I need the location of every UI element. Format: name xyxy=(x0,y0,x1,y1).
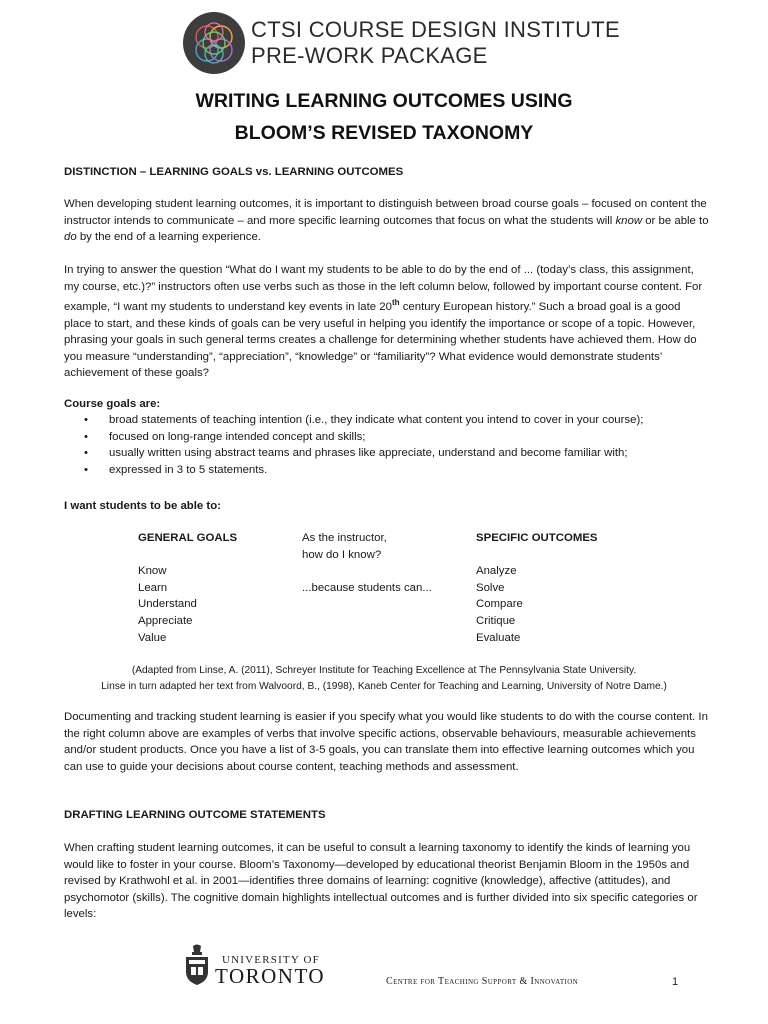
header-line-2: PRE-WORK PACKAGE xyxy=(251,43,488,68)
paragraph-2 xyxy=(64,262,710,382)
page-header xyxy=(183,10,620,76)
specific-outcome: Compare xyxy=(476,598,523,611)
paragraph-1 xyxy=(64,196,710,246)
caption-line-2: Linse in turn adapted her text from Walvoord, B., (1998), Kaneb Center for Teaching and Learning, University of Notre Dame.) xyxy=(101,681,667,692)
p1-part-b: or be able to xyxy=(642,214,709,227)
general-goals-column xyxy=(138,530,288,646)
list-item: • expressed in 3 to 5 statements. xyxy=(84,462,724,479)
p2-part-b: century European history.” Such a broad goal is a good place to start, and these kinds of goals can be very useful in helping you identify the importance or scope of a topic. However, phrasing your goals in such general terms creates a challenge for determining whether students have achieved them. How do you measure “understanding”, “appreciation”, “knowledge” or “familiarity”? What evidence would demonstrate students’ achievement of these goals? xyxy=(64,300,697,380)
ctsi-rings-logo-icon xyxy=(183,12,245,74)
paragraph-4: When crafting student learning outcomes, it can be useful to consult a learning taxonomy to identify the kinds of learning you would like to foster in your course. Bloom’s Taxonomy—developed by educational theorist Benjamin Bloom in the 1950s and revised by Krathwohl et al. in 2001—identifies three domains of learning: cognitive (knowledge), affective (attitudes), and psychomotor (skills). The cognitive domain highlights intellectual outcomes and is further divided into six specific categories or levels: xyxy=(64,842,698,921)
title-line-1: WRITING LEARNING OUTCOMES USING xyxy=(195,90,573,112)
section-heading-distinction: DISTINCTION – LEARNING GOALS vs. LEARNING OUTCOMES xyxy=(64,166,404,178)
p2-superscript: th xyxy=(391,298,400,308)
instructor-line-1: As the instructor, xyxy=(302,532,387,544)
title-line-2: BLOOM’S REVISED TAXONOMY xyxy=(234,122,534,144)
paragraph-3: Documenting and tracking student learning is easier if you specify what you would like students to do with the course content. In the right column above are examples of verbs that involve specific actions, observable behaviours, measurable achievements and/or student products. Once you have a list of 3-5 goals, you can translate them into effective learning outcomes which you can use to guide your decisions about course content, teaching methods and assessment. xyxy=(64,711,708,773)
instructor-column xyxy=(302,530,472,596)
general-goal: Know xyxy=(138,565,167,578)
document-title xyxy=(0,85,768,149)
general-goal: Value xyxy=(138,631,167,644)
p1-do: do xyxy=(64,231,77,244)
general-goal: Understand xyxy=(138,598,197,611)
course-goals-heading: Course goals are: xyxy=(64,398,161,410)
caption-line-1: (Adapted from Linse, A. (2011), Schreyer Institute for Teaching Excellence at The Pennsylvania State University. xyxy=(131,665,637,676)
p1-part-c: by the end of a learning experience. xyxy=(76,231,261,244)
general-goal: Appreciate xyxy=(138,614,193,627)
instructor-line-2: how do I know? xyxy=(302,548,382,561)
specific-outcome: Solve xyxy=(476,581,505,594)
page-number: 1 xyxy=(672,976,679,988)
because-students-can: ...because students can... xyxy=(302,581,432,594)
list-item: • usually written using abstract teams and phrases like appreciate, understand and become familiar with; xyxy=(84,445,724,462)
specific-outcome: Evaluate xyxy=(476,631,521,644)
want-heading: I want students to be able to: xyxy=(64,500,221,512)
header-line-1: CTSI COURSE DESIGN INSTITUTE xyxy=(251,17,620,42)
p2-part-a: In trying to answer the question “What do I want my students to be able to do by the end of ... (today’s class, this assignment, my course, etc.)?” instructors often use verbs such as those in the left column below, followed by important course content. For example, “I want my students to understand key events in late 20 xyxy=(64,264,703,313)
uoft-crest-icon xyxy=(184,944,210,986)
list-item: • focused on long-range intended concept and skills; xyxy=(84,429,724,446)
p1-know: know xyxy=(615,214,643,227)
course-goals-list xyxy=(84,412,724,478)
general-goals-header: GENERAL GOALS xyxy=(138,532,238,544)
specific-outcome: Critique xyxy=(476,614,516,627)
university-of-label: UNIVERSITY OF xyxy=(222,954,320,966)
specific-outcomes-column xyxy=(476,530,646,646)
list-item: • broad statements of teaching intention (i.e., they indicate what content you intend to cover in your course); xyxy=(84,412,724,429)
header-title xyxy=(251,17,620,69)
p1-part-a: When developing student learning outcomes, it is important to distinguish between broad course goals – focused on content the instructor intends to communicate – and more specific learning outcomes that focus on what the students will xyxy=(64,198,707,227)
general-goal: Learn xyxy=(138,581,168,594)
specific-outcome: Analyze xyxy=(476,565,517,578)
ctsi-footer-label: Centre for Teaching Support & Innovation xyxy=(386,976,579,987)
toronto-wordmark: TORONTO xyxy=(215,964,326,988)
specific-outcomes-header: SPECIFIC OUTCOMES xyxy=(476,532,598,544)
citation-caption xyxy=(0,663,768,695)
section-heading-drafting: DRAFTING LEARNING OUTCOME STATEMENTS xyxy=(64,809,326,821)
